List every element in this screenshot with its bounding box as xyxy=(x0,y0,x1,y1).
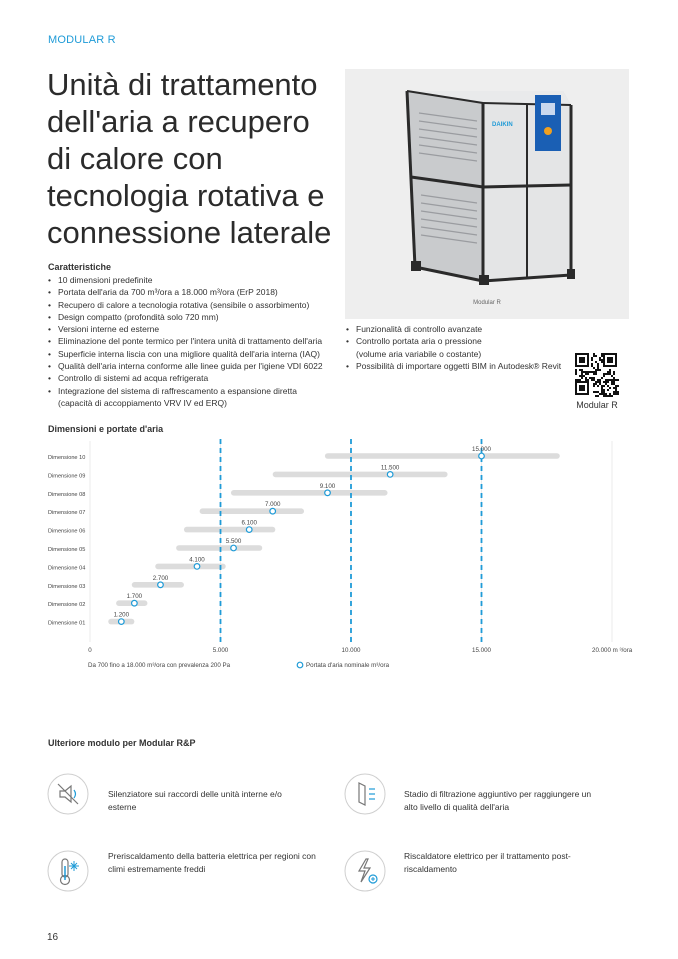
feature-item: • Versioni interne ed esterne xyxy=(47,323,323,335)
chart-footnote: Da 700 fino a 18.000 m³/ora con prevalenza 200 Pa xyxy=(88,662,231,669)
category-label: Dimensione 07 xyxy=(48,510,86,517)
chart-legend: Portata d'aria nominale m³/ora xyxy=(306,662,390,669)
category-label: Dimensione 05 xyxy=(48,547,86,553)
silencer-icon xyxy=(47,773,89,815)
page-number: 16 xyxy=(47,932,59,943)
nominal-label: 1.200 xyxy=(113,611,130,619)
section-tag: MODULAR R xyxy=(48,34,116,46)
nominal-marker xyxy=(246,527,252,533)
feature-item: • Eliminazione del ponte termico per l'intera unità di trattamento dell'aria xyxy=(47,335,323,347)
nominal-marker xyxy=(231,545,237,551)
x-tick-label: 20.000 m ³/ora xyxy=(592,647,633,654)
page-title: Unità di trattamento dell'aria a recupero di calore con tecnologia rotativa e connessione laterale xyxy=(47,67,332,250)
feature-item: • Design compatto (profondità solo 720 mm) xyxy=(47,311,323,323)
feature-item: • Integrazione del sistema di raffrescamento a espansione diretta xyxy=(47,385,323,397)
category-label: Dimensione 10 xyxy=(48,455,86,461)
nominal-label: 6.100 xyxy=(241,519,257,527)
legend-marker xyxy=(297,662,303,668)
category-label: Dimensione 02 xyxy=(48,602,86,609)
feature-item: • Qualità dell'aria interna conforme alle linee guida per l'igiene VDI 6022 xyxy=(47,360,323,372)
nominal-label: 2.700 xyxy=(152,574,169,582)
category-label: Dimensione 09 xyxy=(48,473,86,480)
category-label: Dimensione 01 xyxy=(48,620,86,627)
feature-item: • Controllo di sistemi ad acqua refrigerata xyxy=(47,372,323,384)
range-bar xyxy=(200,508,304,514)
nominal-label: 9.100 xyxy=(319,482,336,490)
range-bar xyxy=(155,564,225,570)
feature-item: • Recupero di calore a tecnologia rotativa (sensibile o assorbimento) xyxy=(47,299,323,311)
features-list-left xyxy=(47,274,323,409)
module-item-electric-heater: Riscaldatore elettrico per il trattamento post-riscaldamento xyxy=(404,851,571,874)
features-heading: Caratteristiche xyxy=(48,262,112,272)
x-tick-label: 15.000 xyxy=(472,647,491,654)
range-bar xyxy=(273,472,448,478)
feature-item: • Controllo portata aria o pressione xyxy=(345,335,561,347)
nominal-label: 1.700 xyxy=(126,593,143,601)
feature-item: • Possibilità di importare oggetti BIM in Autodesk® Revit xyxy=(345,360,561,372)
x-tick-label: 5.000 xyxy=(212,647,229,654)
module-item-filter: Stadio di filtrazione aggiuntivo per raggiungere un alto livello di qualità dell'aria xyxy=(404,789,592,812)
feature-item: (volume aria variabile o costante) xyxy=(356,348,482,359)
nominal-label: 11.500 xyxy=(380,464,400,472)
range-bar xyxy=(231,490,388,496)
x-tick-label: 0 xyxy=(88,647,92,654)
feature-item: • Portata dell'aria da 700 m³/ora a 18.000 m³/ora (ErP 2018) xyxy=(47,286,323,298)
nominal-marker xyxy=(119,619,125,625)
feature-item: • Funzionalità di controllo avanzate xyxy=(345,323,561,335)
nominal-label: 15.000 xyxy=(472,446,491,453)
category-label: Dimensione 04 xyxy=(48,565,86,572)
nominal-marker xyxy=(479,453,485,459)
range-bar xyxy=(184,527,275,533)
nominal-label: 4.100 xyxy=(189,556,205,564)
features-list-right xyxy=(345,323,561,372)
category-label: Dimensione 06 xyxy=(48,528,86,535)
photo-caption: Modular R xyxy=(473,300,501,306)
nominal-label: 5.500 xyxy=(225,538,242,545)
feature-item: • Superficie interna liscia con una migliore qualità dell'aria interna (IAQ) xyxy=(47,348,323,360)
nominal-marker xyxy=(158,582,164,588)
product-photo xyxy=(345,69,629,319)
qr-label: Modular R xyxy=(576,400,618,410)
feature-item: (capacità di accoppiamento VRV IV ed ERQ) xyxy=(58,397,227,408)
chart-title: Dimensioni e portate d'aria xyxy=(48,424,164,434)
range-bar xyxy=(176,545,262,551)
category-label: Dimensione 03 xyxy=(48,583,86,590)
nominal-marker xyxy=(325,490,331,496)
x-tick-label: 10.000 xyxy=(341,647,361,654)
module-item-silencer: Silenziatore sui raccordi delle unità interne e/o esterne xyxy=(108,789,282,812)
airflow-range-chart xyxy=(0,436,678,676)
feature-item: • 10 dimensioni predefinite xyxy=(47,274,323,286)
range-bar xyxy=(325,453,560,459)
electric-heater-icon xyxy=(344,850,386,892)
category-label: Dimensione 08 xyxy=(48,491,86,498)
nominal-marker xyxy=(194,564,200,570)
module-item-preheater: Preriscaldamento della batteria elettrica per regioni con climi estremamente freddi xyxy=(108,851,316,874)
preheater-icon xyxy=(47,850,89,892)
nominal-label: 7.000 xyxy=(264,501,281,509)
qr-code[interactable] xyxy=(575,353,619,397)
nominal-marker xyxy=(132,600,138,606)
filter-icon xyxy=(344,773,386,815)
nominal-marker xyxy=(387,472,393,478)
module-heading: Ulteriore modulo per Modular R&P xyxy=(48,738,196,748)
nominal-marker xyxy=(270,508,276,514)
brand-logo: DAIKIN xyxy=(492,122,513,128)
